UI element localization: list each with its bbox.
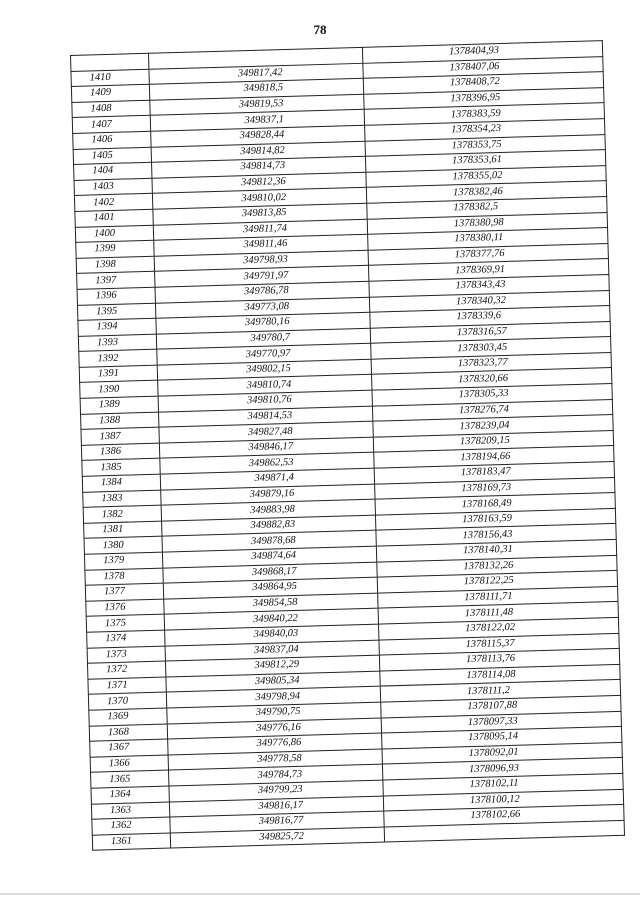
x-coordinate-cell: 349883,98: [161, 499, 375, 521]
point-number-cell: 1365: [91, 770, 169, 788]
y-coordinate-cell: 1378194,66: [374, 446, 614, 468]
x-coordinate-cell: 349810,74: [158, 375, 372, 397]
point-number-cell: 1361: [92, 833, 170, 851]
x-coordinate-cell: 349818,5: [149, 79, 363, 101]
point-number-cell: 1368: [89, 724, 167, 742]
y-coordinate-cell: 1378111,48: [378, 602, 618, 624]
point-number-cell: 1405: [73, 147, 151, 165]
x-coordinate-cell: 349817,42: [149, 63, 363, 85]
y-coordinate-cell: 1378111,71: [378, 586, 618, 608]
y-coordinate-cell: 1378092,01: [382, 742, 622, 764]
x-coordinate-cell: 349864,95: [163, 577, 377, 599]
point-number-cell: 1390: [80, 381, 158, 399]
x-coordinate-cell: 349780,7: [156, 328, 370, 350]
coordinates-table-body: [71, 41, 625, 851]
x-coordinate-cell: 349813,85: [153, 203, 367, 225]
y-coordinate-cell: 1378369,91: [368, 259, 608, 281]
point-number-cell: 1394: [78, 318, 156, 336]
x-coordinate-cell: 349798,93: [154, 250, 368, 272]
y-coordinate-cell: 1378396,95: [364, 87, 604, 109]
x-coordinate-cell: 349816,77: [170, 811, 384, 833]
y-coordinate-cell: 1378114,08: [380, 664, 620, 686]
x-coordinate-cell: 349799,23: [169, 780, 383, 802]
point-number-cell: 1387: [81, 427, 159, 445]
point-number-cell: 1377: [85, 583, 163, 601]
x-coordinate-cell: 349802,15: [157, 359, 371, 381]
x-coordinate-cell: 349773,08: [155, 297, 369, 319]
point-number-cell: 1362: [92, 817, 170, 835]
point-number-cell: 1402: [74, 194, 152, 212]
point-number-cell: 1385: [82, 459, 160, 477]
point-number-cell: 1383: [83, 490, 161, 508]
point-number-cell: 1378: [85, 568, 163, 586]
y-coordinate-cell: 1378115,37: [379, 633, 619, 655]
x-coordinate-cell: 349862,53: [160, 453, 374, 475]
y-coordinate-cell: 1378102,11: [383, 773, 623, 795]
x-coordinate-cell: 349778,58: [168, 749, 382, 771]
y-coordinate-cell: 1378380,11: [368, 228, 608, 250]
y-coordinate-cell: 1378156,43: [376, 524, 616, 546]
y-coordinate-cell: 1378407,06: [363, 56, 603, 78]
point-number-cell: 1370: [88, 692, 166, 710]
y-coordinate-cell: 1378383,59: [364, 103, 604, 125]
point-number-cell: 1382: [83, 505, 161, 523]
x-coordinate-cell: 349798,94: [166, 686, 380, 708]
x-coordinate-cell: 349878,68: [162, 531, 376, 553]
point-number-cell: 1397: [77, 272, 155, 290]
point-number-cell: 1407: [72, 116, 150, 134]
y-coordinate-cell: 1378183,47: [374, 461, 614, 483]
point-number-cell: 1384: [82, 474, 160, 492]
x-coordinate-cell: 349791,97: [155, 266, 369, 288]
y-coordinate-cell: 1378355,02: [366, 165, 606, 187]
y-coordinate-cell: 1378107,88: [381, 695, 621, 717]
point-number-cell: 1371: [88, 677, 166, 695]
point-number-cell: 1367: [90, 739, 168, 757]
point-number-cell: 1386: [81, 443, 159, 461]
y-coordinate-cell: 1378339,6: [370, 306, 610, 328]
y-coordinate-cell: 1378380,98: [367, 212, 607, 234]
x-coordinate-cell: 349814,73: [152, 156, 366, 178]
point-number-cell: 1392: [79, 349, 157, 367]
point-number-cell: 1408: [72, 100, 150, 118]
coordinates-table: [70, 40, 625, 851]
y-coordinate-cell: 1378340,32: [369, 290, 609, 312]
y-coordinate-cell: 1378276,74: [372, 399, 612, 421]
x-coordinate-cell: 349868,17: [163, 562, 377, 584]
x-coordinate-cell: 349805,34: [166, 671, 380, 693]
y-coordinate-cell: 1378404,93: [362, 41, 602, 63]
point-number-cell: 1398: [76, 256, 154, 274]
point-number-cell: 1381: [84, 521, 162, 539]
point-number-cell: 1369: [89, 708, 167, 726]
point-number-cell: 1393: [78, 334, 156, 352]
x-coordinate-cell: 349790,75: [167, 702, 381, 724]
y-coordinate-cell: 1378100,12: [383, 789, 623, 811]
x-coordinate-cell: 349770,97: [157, 343, 371, 365]
point-number-cell: 1396: [77, 287, 155, 305]
x-coordinate-cell: 349816,17: [169, 796, 383, 818]
x-coordinate-cell: 349846,17: [159, 437, 373, 459]
x-coordinate-cell: 349879,16: [161, 484, 375, 506]
x-coordinate-cell: 349811,74: [153, 219, 367, 241]
y-coordinate-cell: 1378168,49: [375, 493, 615, 515]
x-coordinate-cell: 349814,82: [151, 141, 365, 163]
y-coordinate-cell: 1378353,75: [365, 134, 605, 156]
y-coordinate-cell: 1378097,33: [381, 711, 621, 733]
x-coordinate-cell: 349819,53: [150, 94, 364, 116]
x-coordinate-cell: 349837,1: [150, 110, 364, 132]
x-coordinate-cell: 349882,83: [162, 515, 376, 537]
point-number-cell: 1404: [74, 162, 152, 180]
x-coordinate-cell: 349840,22: [164, 608, 378, 630]
point-number-cell: 1395: [77, 303, 155, 321]
point-number-cell: 1401: [75, 209, 153, 227]
x-coordinate-cell: 349811,46: [154, 234, 368, 256]
y-coordinate-cell: 1378122,02: [379, 617, 619, 639]
point-number-cell: 1410: [71, 69, 149, 87]
y-coordinate-cell: 1378140,31: [376, 539, 616, 561]
point-number-cell: 1391: [79, 365, 157, 383]
point-number-cell: 1389: [80, 396, 158, 414]
y-coordinate-cell: 1378343,43: [369, 274, 609, 296]
point-number-cell: 1372: [87, 661, 165, 679]
y-coordinate-cell: 1378354,23: [365, 119, 605, 141]
x-coordinate-cell: 349812,29: [165, 655, 379, 677]
point-number-cell: 1406: [73, 131, 151, 149]
x-coordinate-cell: 349825,72: [170, 827, 384, 849]
x-coordinate-cell: 349776,86: [168, 733, 382, 755]
y-coordinate-cell: 1378163,59: [375, 508, 615, 530]
y-coordinate-cell: 1378377,76: [368, 243, 608, 265]
x-coordinate-cell: 349776,16: [167, 718, 381, 740]
x-coordinate-cell: 349812,36: [152, 172, 366, 194]
x-coordinate-cell: 349784,73: [169, 764, 383, 786]
point-number-cell: 1366: [90, 755, 168, 773]
point-number-cell: 1373: [87, 646, 165, 664]
point-number-cell: 1374: [87, 630, 165, 648]
y-coordinate-cell: 1378132,26: [377, 555, 617, 577]
point-number-cell: 1388: [81, 412, 159, 430]
x-coordinate-cell: 349874,64: [162, 546, 376, 568]
point-number-cell: 1364: [91, 786, 169, 804]
x-coordinate-cell: 349837,04: [165, 640, 379, 662]
point-number-cell: 1400: [75, 225, 153, 243]
y-coordinate-cell: 1378113,76: [379, 649, 619, 671]
point-number-cell: 1375: [86, 614, 164, 632]
y-coordinate-cell: 1378095,14: [382, 726, 622, 748]
y-coordinate-cell: 1378408,72: [363, 72, 603, 94]
point-number-cell: 1399: [76, 240, 154, 258]
y-coordinate-cell: 1378353,61: [365, 150, 605, 172]
x-coordinate-cell: 349828,44: [151, 125, 365, 147]
y-coordinate-cell: 1378102,66: [384, 804, 624, 826]
x-coordinate-cell: 349810,76: [158, 390, 372, 412]
y-coordinate-cell: 1378096,93: [382, 758, 622, 780]
point-number-cell: 1363: [91, 802, 169, 820]
x-coordinate-cell: 349840,03: [165, 624, 379, 646]
y-coordinate-cell: 1378111,2: [380, 680, 620, 702]
x-coordinate-cell: 349780,16: [156, 312, 370, 334]
x-coordinate-cell: 349786,78: [155, 281, 369, 303]
point-number-cell: 1376: [86, 599, 164, 617]
y-coordinate-cell: 1378239,04: [373, 415, 613, 437]
point-number-cell: 1409: [71, 84, 149, 102]
y-coordinate-cell: 1378303,45: [371, 337, 611, 359]
y-coordinate-cell: 1378169,73: [375, 477, 615, 499]
y-coordinate-cell: 1378305,33: [372, 384, 612, 406]
y-coordinate-cell: 1378209,15: [373, 430, 613, 452]
point-number-cell: 1380: [84, 537, 162, 555]
point-number-cell: 1403: [74, 178, 152, 196]
y-coordinate-cell: 1378382,5: [367, 197, 607, 219]
y-coordinate-cell: 1378122,25: [377, 571, 617, 593]
y-coordinate-cell: 1378382,46: [366, 181, 606, 203]
x-coordinate-cell: 349871,4: [160, 468, 374, 490]
x-coordinate-cell: 349810,02: [152, 188, 366, 210]
y-coordinate-cell: 1378316,57: [370, 321, 610, 343]
y-coordinate-cell: 1378323,77: [371, 352, 611, 374]
x-coordinate-cell: 349854,58: [164, 593, 378, 615]
point-number-cell: 1379: [84, 552, 162, 570]
x-coordinate-cell: 349814,53: [158, 406, 372, 428]
page-bottom-edge: [0, 893, 640, 895]
y-coordinate-cell: 1378320,66: [372, 368, 612, 390]
page-number: 78: [313, 22, 327, 37]
x-coordinate-cell: 349827,48: [159, 421, 373, 443]
